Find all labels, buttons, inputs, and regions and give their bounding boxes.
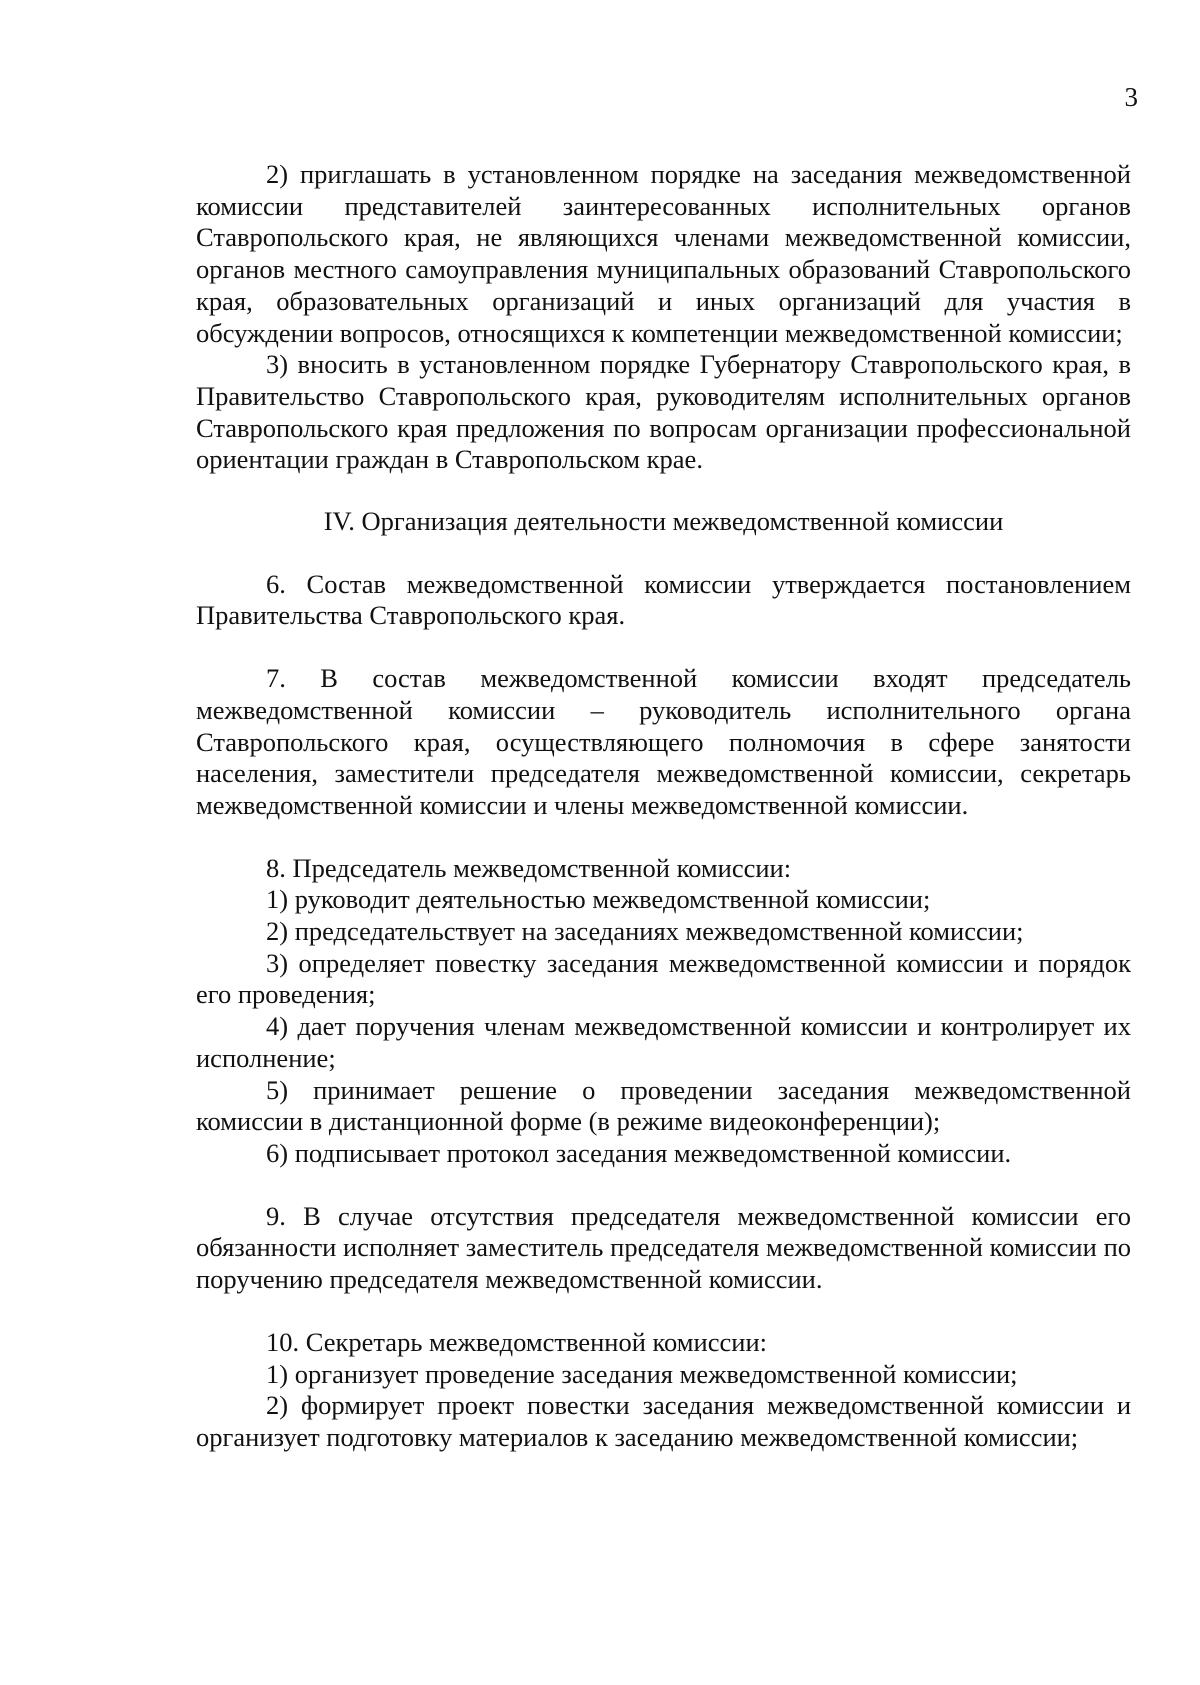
paragraph-10-2: 2) формирует проект повестки заседания межведомственной комиссии и организует подготовку материалов к заседанию межведомственной комиссии;	[196, 1390, 1131, 1452]
page-number: 3	[1124, 82, 1138, 112]
paragraph-8-3: 3) определяет повестку заседания межведомственной комиссии и порядок его проведения;	[196, 947, 1131, 1010]
paragraph-7: 7. В состав межведомственной комиссии входят председатель межведомственной комиссии – руководитель исполнительного органа Ставропольского края, осуществляющего полномочия в сфере занятости населения, заместители председателя межведомственной комиссии, секретарь межведомственной комиссии и члены межведомственной комиссии.	[196, 663, 1131, 820]
paragraph-6: 6. Состав межведомственной комиссии утверждается постановлением Правительства Ставропольского края.	[196, 568, 1131, 631]
paragraph-8-6: 6) подписывает протокол заседания межведомственной комиссии.	[266, 1137, 1012, 1168]
paragraph-10: 10. Секретарь межведомственной комиссии:	[266, 1326, 767, 1357]
paragraph-5-3: 3) вносить в установленном порядке Губернатору Ставропольского края, в Правительство Ставропольского края, руководителям исполнительных органов Ставропольского края предложения по вопросам организации профессиональной ориентации граждан в Ставропольском крае.	[196, 349, 1131, 475]
paragraph-8-5: 5) принимает решение о проведении заседания межведомственной комиссии в дистанционной форме (в режиме видеоконференции);	[196, 1074, 1131, 1137]
paragraph-8-2: 2) председательствует на заседаниях межведомственной комиссии;	[266, 916, 1024, 947]
paragraph-8-4: 4) дает поручения членам межведомственной комиссии и контролирует их исполнение;	[196, 1011, 1131, 1073]
paragraph-9: 9. В случае отсутствия председателя межведомственной комиссии его обязанности исполняет заместитель председателя межведомственной комиссии по поручению председателя межведомственной комиссии.	[196, 1200, 1131, 1295]
paragraph-8: 8. Председатель межведомственной комиссии:	[266, 852, 792, 883]
document-body	[196, 159, 1131, 1454]
paragraph-10-1: 1) организует проведение заседания межведомственной комиссии;	[266, 1358, 1018, 1389]
section-title: IV. Организация деятельности межведомственной комиссии	[323, 506, 1004, 537]
paragraph-8-1: 1) руководит деятельностью межведомственной комиссии;	[266, 884, 931, 915]
paragraph-5-2: 2) приглашать в установленном порядке на заседания межведомственной комиссии представителей заинтересованных исполнительных органов Ставропольского края, не являющихся членами межведомственной комиссии, органов местного самоуправления муниципальных образований Ставропольского края, образовательных организаций и иных организаций для участия в обсуждении вопросов, относящихся к компетенции межведомственной комиссии;	[196, 159, 1131, 348]
